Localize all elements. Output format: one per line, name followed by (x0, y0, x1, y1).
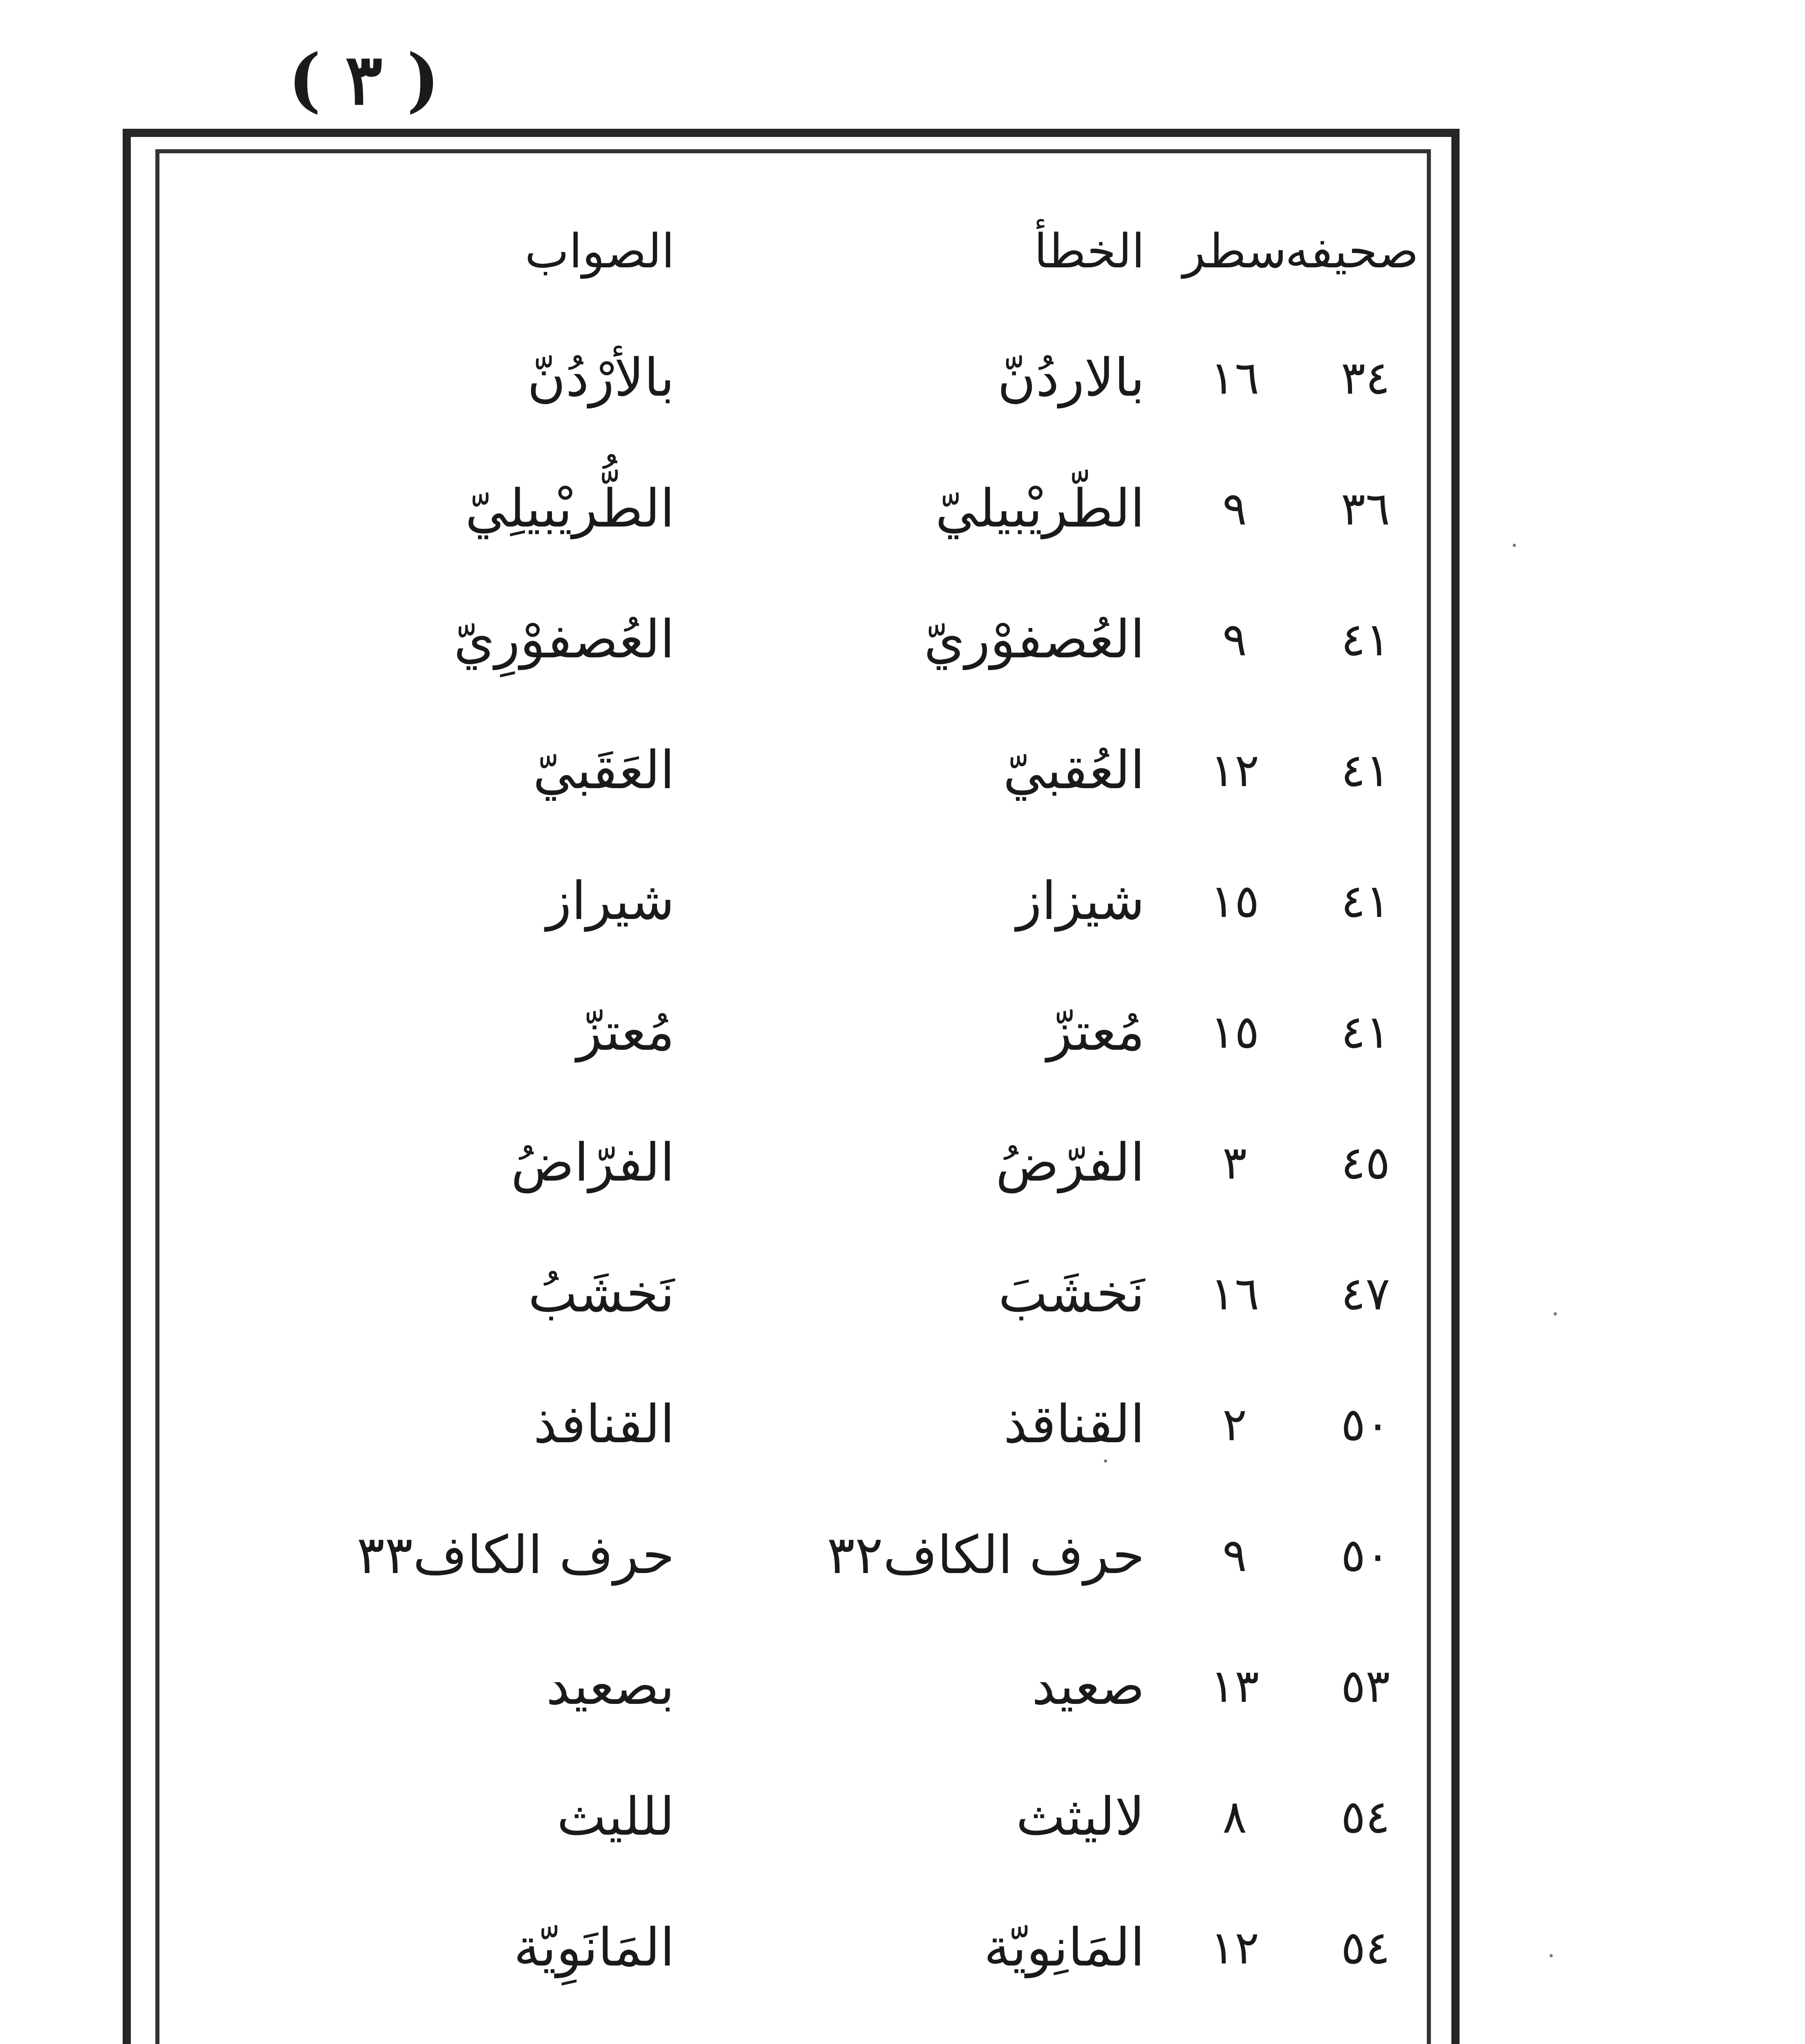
correction-cell: العَقَبيّ (533, 740, 675, 801)
errata-row (155, 1363, 1431, 1486)
page-cell: ٤١ (1341, 1006, 1390, 1059)
errata-row (155, 1756, 1431, 1878)
header-page: صحيفه (1285, 224, 1419, 279)
line-cell: ٨ (1222, 1791, 1247, 1844)
correction-cell: نَخشَبُ (528, 1263, 675, 1324)
correction-cell: العُصفوْرِيّ (453, 609, 675, 670)
header-line: سطر (1182, 224, 1287, 279)
page-cell: ٥٤ (1341, 1791, 1390, 1844)
correction-cell: المَانَوِيّة (513, 1917, 675, 1978)
errata-table (155, 149, 1431, 2044)
correction-cell: الفرّاضُ (511, 1132, 675, 1193)
errata-row (155, 709, 1431, 832)
speck (1104, 1459, 1107, 1463)
error-cell: العُقبيّ (1003, 740, 1145, 801)
page-cell: ٣٤ (1341, 352, 1390, 405)
line-cell: ١٢ (1210, 1921, 1260, 1975)
error-cell: الفرّضُ (996, 1132, 1145, 1193)
line-cell: ٢ (1222, 1398, 1247, 1451)
line-cell: ١٣ (1210, 1660, 1260, 1713)
page-cell: ٤١ (1341, 613, 1390, 666)
error-cell: صعيد (1031, 1656, 1145, 1717)
line-cell: ١٥ (1210, 1006, 1260, 1059)
line-cell: ١٦ (1210, 1267, 1260, 1320)
errata-row (155, 840, 1431, 963)
error-cell: الطّريْبيليّ (935, 478, 1145, 539)
correction-cell (180, 2017, 675, 2044)
error-cell: لاليثث (1016, 1786, 1145, 1847)
line-cell: ٩ (1222, 1529, 1247, 1582)
error-cell: المَانِويّة (984, 1917, 1145, 1978)
line-cell: ٣ (1222, 1136, 1247, 1190)
correction-cell: القنافذ (533, 1394, 675, 1455)
error-cell: بالاردُنّ (997, 347, 1145, 408)
page-cell: ٥٠ (1341, 1529, 1390, 1582)
page-cell: ٤٥ (1341, 1136, 1390, 1190)
errata-row (155, 317, 1431, 439)
error-cell: حرف الكاف٣٢ (827, 1525, 1145, 1586)
page-cell: ٥٠ (1341, 1398, 1390, 1451)
page-cell (1312, 2017, 1419, 2044)
line-cell: ٩ (1222, 613, 1247, 666)
page-cell: ٤١ (1341, 744, 1390, 797)
correction-cell: حرف الكاف٣٣ (357, 1525, 675, 1586)
errata-row (155, 1233, 1431, 1355)
errata-row (155, 2017, 1431, 2044)
errata-row (155, 1102, 1431, 1224)
errata-row (155, 1887, 1431, 2009)
error-cell: القناقذ (1003, 1394, 1145, 1455)
page-cell: ٥٤ (1341, 1921, 1390, 1975)
header-correction: الصواب (525, 224, 675, 279)
speck (1549, 1954, 1553, 1957)
speck (1513, 544, 1516, 547)
page-cell: ٤٧ (1341, 1267, 1390, 1320)
error-cell (703, 2017, 1145, 2044)
page-cell: ٣٦ (1341, 482, 1390, 536)
correction-cell: الطُّريْبيلِيّ (465, 478, 675, 539)
line-cell (1173, 2017, 1296, 2044)
speck (1554, 1312, 1557, 1316)
errata-row (155, 971, 1431, 1094)
error-cell: مُعتزّ (1047, 1002, 1145, 1062)
errata-row (155, 1625, 1431, 1748)
line-cell: ١٥ (1210, 875, 1260, 928)
errata-row (155, 448, 1431, 570)
error-cell: شيزاز (1016, 871, 1145, 932)
page-cell: ٥٣ (1341, 1660, 1390, 1713)
correction-cell: بالأرْدُنّ (527, 347, 675, 408)
correction-cell: مُعتزّ (576, 1002, 675, 1062)
errata-row (155, 578, 1431, 701)
line-cell: ١٦ (1210, 352, 1260, 405)
line-cell: ١٢ (1210, 744, 1260, 797)
errata-row (155, 1494, 1431, 1617)
header-error: الخطأ (1034, 224, 1145, 279)
error-cell: نَخشَبَ (998, 1263, 1145, 1324)
error-cell: العُصفوْريّ (924, 609, 1145, 670)
page-cell: ٤١ (1341, 875, 1390, 928)
page-number: ( ٣ ) (288, 39, 440, 121)
line-cell: ٩ (1222, 482, 1247, 536)
correction-cell: للليث (556, 1786, 675, 1847)
correction-cell: بصعيد (546, 1656, 675, 1717)
header-row (155, 190, 1431, 313)
correction-cell: شيراز (546, 871, 675, 932)
